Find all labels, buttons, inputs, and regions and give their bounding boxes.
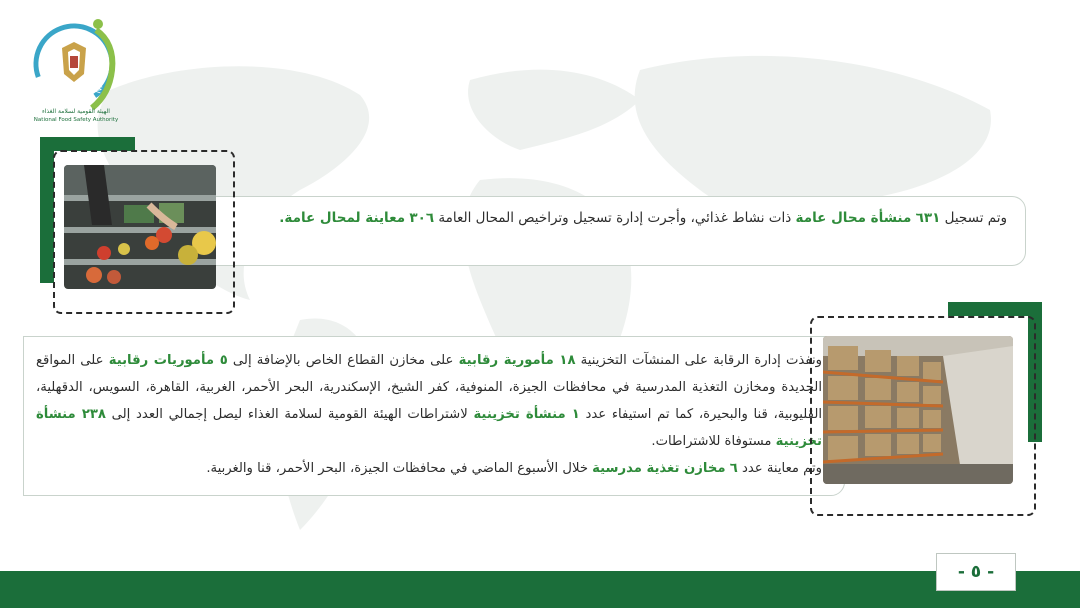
storage-facilities-paragraph: ونفذت إدارة الرقابة على المنشآت التخزينية ١٨ مأمورية رقابية على مخازن القطاع الخاص بالإضافة إلى ٥ مأموريات رقابية على المواقع الجديدة ومخازن التغذية المدرسية في محافظات الجيزة، المنوفية، كفر الشيخ، الإسكندرية، البحر الأحمر، الغربية، القاهرة، السويس، الدقهلية، القليوبية، قنا والبحيرة، كما تم استيفاء عدد ١ منشأة تخزينية لاشتراطات الهيئة القومية لسلامة الغذاء ليصل إجمالي العدد إلى ٢٣٨ منشأة تخزينية مستوفاة للاشتراطات. وتم معاينة عدد ٦ مخازن تغذية مدرسية خلال الأسبوع الماضي في محافظات الجيزة، البحر الأحمر، قنا والغربية. (36, 353, 823, 476)
warehouse-photo (823, 336, 1013, 484)
footer-bar (0, 571, 1080, 608)
info-card-public-stores (215, 196, 1026, 266)
logo-initials: NFSA (93, 71, 109, 95)
logo-arabic-name: الهيئة القومية لسلامة الغذاء (42, 108, 110, 115)
green-frame-accent (948, 302, 1042, 316)
green-frame-accent (40, 137, 54, 283)
page-number: - ٥ - (957, 562, 995, 582)
info-card-storage-facilities (23, 336, 845, 496)
grocery-shelf-photo (64, 165, 216, 289)
logo-english-name: National Food Safety Authority (33, 117, 119, 123)
public-stores-paragraph: وتم تسجيل ٦٣١ منشأة محال عامة ذات نشاط غذائي، وأجرت إدارة تسجيل وتراخيص المحال العامة ٣٠٦ معاينة لمحال عامة. (279, 210, 1007, 226)
page-number-box (936, 553, 1016, 591)
green-frame-accent (40, 137, 135, 151)
